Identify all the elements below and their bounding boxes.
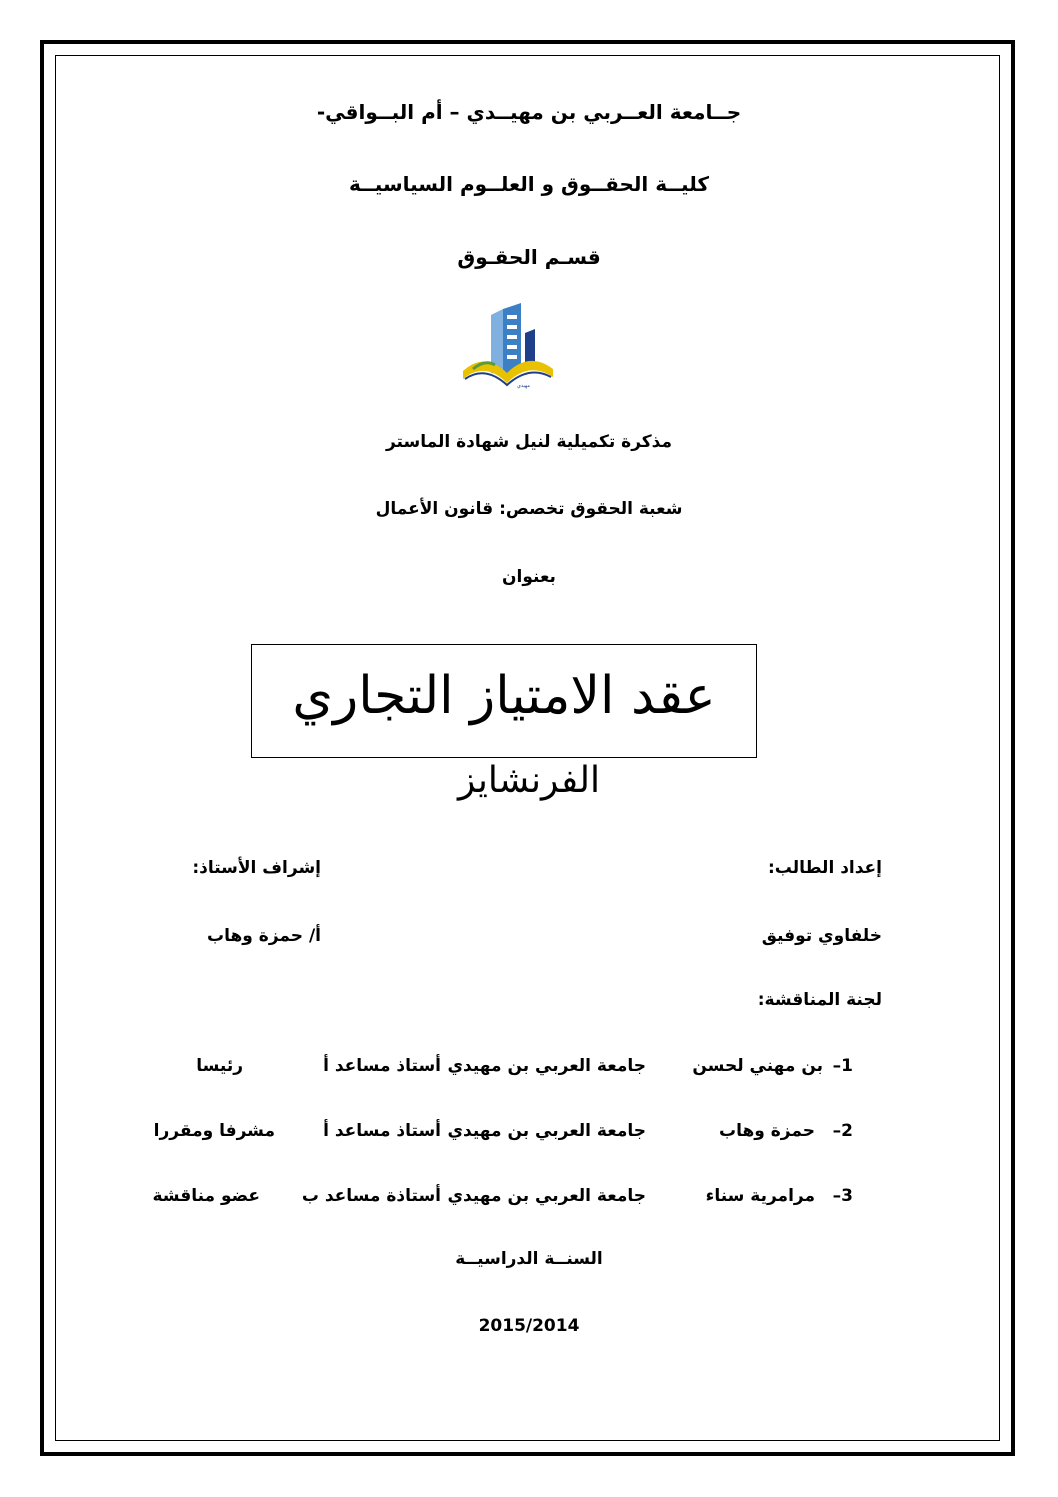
member-university: جامعة العربي بن مهيدي (447, 1121, 646, 1141)
member-rank: أستاذ مساعد أ (323, 1121, 441, 1141)
member-rank: أستاذة مساعد ب (301, 1186, 441, 1206)
member-rank: أستاذ مساعد أ (323, 1056, 441, 1076)
academic-year-value: 2015/2014 (478, 1316, 580, 1336)
member-name: مرامرية سناء (705, 1186, 815, 1206)
thesis-subtitle: الفرنشايز (457, 760, 601, 801)
university-name: جــامعة العــربي بن مهيــدي – أم البــواقي- (316, 100, 742, 124)
member-number: 2– (832, 1121, 853, 1141)
academic-year-label: السنــة الدراسيــة (455, 1249, 603, 1269)
supervisor-name: أ/ حمزة وهاب (207, 926, 321, 946)
member-number: 3– (832, 1186, 853, 1206)
supervisor-label: إشراف الأستاذ: (192, 858, 321, 878)
faculty-name: كليــة الحقــوق و العلــوم السياسيــة (348, 172, 710, 196)
member-role: رئيسا (196, 1056, 243, 1076)
member-university: جامعة العربي بن مهيدي (447, 1056, 646, 1076)
member-role: مشرفا ومقررا (153, 1121, 275, 1141)
committee-label: لجنة المناقشة: (757, 990, 882, 1010)
member-name: حمزة وهاب (719, 1121, 815, 1141)
member-role: عضو مناقشة (152, 1186, 260, 1206)
memo-branch: شعبة الحقوق تخصص: قانون الأعمال (375, 499, 683, 519)
member-number: 1– (832, 1056, 853, 1076)
member-university: جامعة العربي بن مهيدي (447, 1186, 646, 1206)
university-logo-icon (455, 303, 557, 393)
student-name: خلفاوي توفيق (761, 926, 882, 946)
memo-entitled: بعنوان (502, 567, 556, 587)
student-label: إعداد الطالب: (767, 858, 882, 878)
svg-text:ﻣﻬﻴﺪﻱ: ﻣﻬﻴﺪﻱ (517, 383, 531, 389)
department-name: قسـم الحقـوق (457, 245, 601, 269)
member-name: بن مهني لحسن (692, 1056, 823, 1076)
thesis-title: عقد الامتياز التجاري (292, 666, 716, 726)
memo-type: مذكرة تكميلية لنيل شهادة الماستر (385, 432, 673, 452)
